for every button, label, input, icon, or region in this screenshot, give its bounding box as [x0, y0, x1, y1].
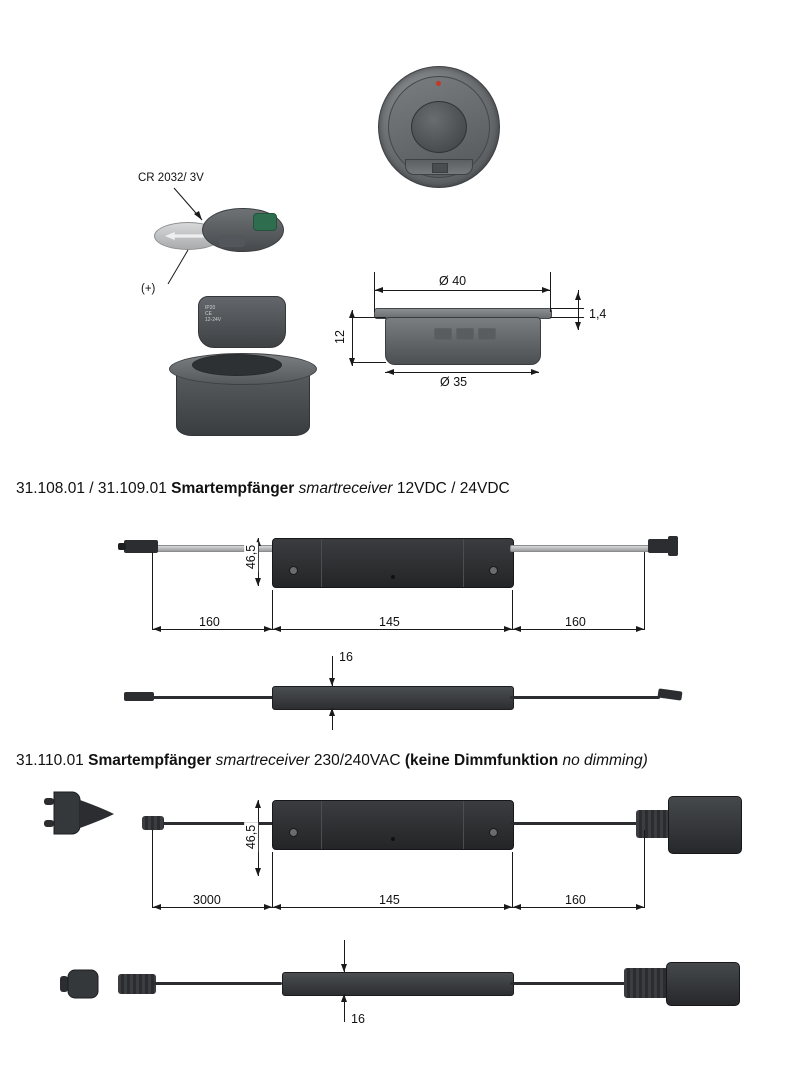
- section-1-title-en: smartreceiver: [298, 480, 393, 497]
- dim-outer-diameter: Ø 40: [436, 274, 469, 288]
- dim-arrow-up-depth-s2: [341, 994, 347, 1002]
- dim-line-right-s1: [512, 629, 644, 630]
- strain-relief-right-s2: [636, 810, 670, 838]
- section-1-heading: [16, 480, 510, 498]
- dim-line-d40: [374, 290, 550, 291]
- strain-relief-left-side-s2: [118, 974, 156, 994]
- dim-ext-right-d40: [550, 272, 551, 312]
- battery-type-label: CR 2032/ 3V: [138, 172, 204, 184]
- holder-clip: [219, 235, 245, 247]
- dim-line-left-s2: [152, 907, 272, 908]
- dim-cable-left-s2: 3000: [190, 893, 224, 907]
- dim-ext-s2-c: [512, 852, 513, 908]
- iec-socket-s2: [668, 796, 742, 854]
- dim-ext-s2-d: [644, 830, 645, 908]
- dim-body-width-s1: 145: [376, 615, 403, 629]
- output-cable-right-side-s1: [510, 696, 660, 699]
- dim-ext-bottom-height12: [352, 362, 386, 363]
- driver-indicator: [391, 837, 395, 841]
- strain-relief-left-s2: [142, 816, 164, 830]
- dim-flange-thickness: 1,4: [586, 307, 609, 321]
- receiver-body-side: [385, 317, 541, 365]
- dim-ext-s2-a: [152, 830, 153, 908]
- dim-arrow-r2-s1: [504, 626, 512, 632]
- dim-arrow-l2-s2: [273, 904, 281, 910]
- section-2-title-de: Smartempfänger: [88, 752, 212, 769]
- connector-left-tip-s1: [118, 543, 126, 550]
- dim-arrow-l1-s1: [153, 626, 161, 632]
- pcb-module: [253, 213, 277, 231]
- dim-body-depth-s1: 16: [336, 650, 356, 664]
- dim-body-height-s1: 46,5: [244, 542, 258, 572]
- dim-arrow-right-d40: [542, 287, 550, 293]
- dim-ext-top-height12: [352, 317, 386, 318]
- section-2-note-en: no dimming): [562, 752, 648, 769]
- dim-arrow-right-d35: [531, 369, 539, 375]
- strain-relief-right-side-s2: [624, 968, 668, 998]
- driver-screw: [289, 566, 298, 575]
- driver-screw: [489, 828, 498, 837]
- section-1-article-numbers: 31.108.01 / 31.109.01: [16, 480, 167, 497]
- section-1-title-de: Smartempfänger: [171, 480, 295, 497]
- housing-print: IP20 CE 12-24V: [205, 305, 222, 323]
- dim-line-body-s1: [272, 629, 512, 630]
- dim-arrow-r2-s2: [504, 904, 512, 910]
- dim-arrow-left-d40: [375, 287, 383, 293]
- dim-arrow-up-height-s2: [255, 800, 261, 808]
- section-2-note-de: (keine Dimmfunktion: [404, 752, 559, 769]
- dim-arrow-r1-s2: [264, 904, 272, 910]
- dim-cable-left-s1: 160: [196, 615, 223, 629]
- dim-arrow-up-depth-s1: [329, 708, 335, 716]
- section-1-voltage: 12VDC / 24VDC: [396, 480, 510, 497]
- receiver-battery-slot: [405, 159, 473, 175]
- dim-line-body-s2: [272, 907, 512, 908]
- iec-socket-side-s2: [666, 962, 740, 1006]
- dim-inner-diameter: Ø 35: [437, 375, 470, 389]
- driver-indicator: [391, 575, 395, 579]
- dim-arrow-down-height-s1: [255, 578, 261, 586]
- dim-arrow-l3-s2: [513, 904, 521, 910]
- vent-slot: [456, 328, 474, 340]
- dim-ext-s1-a: [152, 552, 153, 630]
- dim-body-width-s2: 145: [376, 893, 403, 907]
- dim-arrow-l1-s2: [153, 904, 161, 910]
- polarity-label: (+): [141, 283, 156, 295]
- driver-seam: [321, 539, 322, 587]
- dim-line-d35: [385, 372, 539, 373]
- mounting-cup-opening: [192, 354, 282, 376]
- vent-slot: [434, 328, 452, 340]
- dim-arrow-down-height-s2: [255, 868, 261, 876]
- receiver-top-view: [378, 66, 500, 188]
- led-indicator-icon: [436, 81, 441, 86]
- dim-ext-s1-c: [512, 590, 513, 630]
- section-2-title-en: smartreceiver: [215, 752, 310, 769]
- connector-right-side-s1: [657, 688, 682, 700]
- connector-right-head-s1: [668, 536, 678, 556]
- connector-left-side-s1: [124, 692, 154, 701]
- receiver-battery-holder: [202, 208, 284, 252]
- output-cable-right-s2: [510, 822, 640, 825]
- driver-body-side-s1: [272, 686, 514, 710]
- driver-seam: [321, 801, 322, 849]
- section-2-voltage: 230/240VAC: [313, 752, 401, 769]
- driver-body-s1: [272, 538, 514, 588]
- output-cable-right-side-s2: [510, 982, 628, 985]
- receiver-sensor-lens: [411, 101, 467, 153]
- vent-slot: [478, 328, 496, 340]
- dim-arrow-down-depth-s2: [341, 964, 347, 972]
- dim-ext-s1-d: [644, 552, 645, 630]
- dim-arrow-r3-s1: [636, 626, 644, 632]
- dim-cable-right-s1: 160: [562, 615, 589, 629]
- dim-ext-flange-bottom: [550, 317, 584, 318]
- input-cable-left-side-s1: [152, 696, 282, 699]
- dim-arrow-down-depth-s1: [329, 678, 335, 686]
- dim-arrow-r3-s2: [636, 904, 644, 910]
- dim-arrow-r1-s1: [264, 626, 272, 632]
- dim-body-height-s2: 46,5: [244, 822, 258, 852]
- polarity-leader-line: [160, 246, 200, 288]
- section-2-article-numbers: 31.110.01: [16, 752, 84, 769]
- connector-right-s1: [648, 539, 670, 553]
- input-cable-left-s1: [152, 545, 284, 552]
- dim-ext-flange-top: [550, 308, 584, 309]
- mains-cable-left-s2: [152, 822, 282, 825]
- output-cable-right-s1: [510, 545, 652, 552]
- dim-cable-right-s2: 160: [562, 893, 589, 907]
- dim-arrow-up-thickness: [575, 292, 581, 300]
- dim-arrow-left-d35: [386, 369, 394, 375]
- driver-screw: [289, 828, 298, 837]
- dim-ext-s1-b: [272, 590, 273, 630]
- euro-plug-icon: [44, 790, 154, 852]
- section-2-heading: [16, 752, 648, 770]
- dim-arrow-down-thickness: [575, 322, 581, 330]
- dim-line-right-s2: [512, 907, 644, 908]
- battery-slot-tab: [432, 163, 448, 173]
- driver-body-side-s2: [282, 972, 514, 996]
- dim-body-depth-s2: 16: [348, 1012, 368, 1026]
- dim-arrow-l3-s1: [513, 626, 521, 632]
- dim-arrow-l2-s1: [273, 626, 281, 632]
- mounting-cup-rim: [169, 353, 317, 385]
- mains-cable-left-side-s2: [152, 982, 282, 985]
- receiver-housing: [198, 296, 286, 348]
- dim-ext-s2-b: [272, 852, 273, 908]
- driver-seam: [463, 539, 464, 587]
- dim-line-left-s1: [152, 629, 272, 630]
- driver-seam: [463, 801, 464, 849]
- driver-screw: [489, 566, 498, 575]
- dim-body-height: 12: [333, 327, 347, 347]
- mounting-cup: [176, 362, 310, 436]
- driver-body-s2: [272, 800, 514, 850]
